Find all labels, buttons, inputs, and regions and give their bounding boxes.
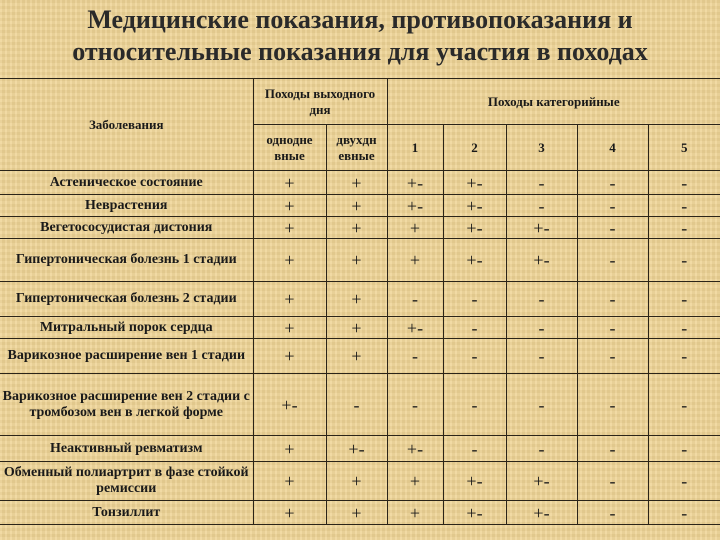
table-row — [0, 374, 720, 436]
header-cat-1: 1 — [387, 125, 443, 171]
indication-cell: +- — [387, 436, 443, 462]
table-row — [0, 282, 720, 317]
indication-cell: +- — [387, 317, 443, 339]
indication-cell: + — [253, 195, 326, 217]
indication-cell: +- — [506, 462, 577, 501]
indication-cell: - — [443, 339, 506, 374]
table-row — [0, 239, 720, 282]
indication-cell: +- — [443, 462, 506, 501]
indication-cell: +- — [387, 195, 443, 217]
title-line-1: Медицинские показания, противопоказания и — [87, 5, 633, 34]
indication-cell: +- — [506, 501, 577, 525]
disease-name: Тонзиллит — [0, 501, 253, 525]
indication-cell: - — [326, 374, 387, 436]
indication-cell: - — [577, 239, 648, 282]
indication-cell: - — [506, 195, 577, 217]
indication-cell: + — [326, 339, 387, 374]
indication-cell: - — [506, 317, 577, 339]
indication-cell: +- — [443, 239, 506, 282]
header-cat-5: 5 — [648, 125, 720, 171]
indication-cell: + — [326, 501, 387, 525]
indication-cell: - — [648, 239, 720, 282]
indication-cell: - — [577, 436, 648, 462]
disease-name: Гипертоническая болезнь 1 стадии — [0, 239, 253, 282]
header-weekend-hikes: Походы выходного дня — [253, 79, 387, 125]
indication-cell: - — [443, 436, 506, 462]
table-row — [0, 501, 720, 525]
indication-cell: + — [326, 239, 387, 282]
disease-name: Обменный полиартрит в фазе стойкой ремиссии — [0, 462, 253, 501]
indication-cell: +- — [443, 171, 506, 195]
disease-name: Варикозное расширение вен 2 стадии с тромбозом вен в легкой форме — [0, 374, 253, 436]
indication-cell: - — [648, 436, 720, 462]
indication-cell: + — [253, 239, 326, 282]
indication-cell: + — [253, 339, 326, 374]
table-row — [0, 171, 720, 195]
indication-cell: +- — [387, 171, 443, 195]
indication-cell: - — [577, 195, 648, 217]
indication-cell: - — [387, 339, 443, 374]
header-cat-4: 4 — [577, 125, 648, 171]
indication-cell: - — [387, 374, 443, 436]
indication-cell: + — [387, 462, 443, 501]
indication-cell: +- — [443, 501, 506, 525]
indication-cell: - — [387, 282, 443, 317]
indication-cell: + — [253, 436, 326, 462]
indication-cell: - — [506, 282, 577, 317]
header-two-day: двухдн евные — [326, 125, 387, 171]
indication-cell: + — [326, 462, 387, 501]
indication-cell: +- — [443, 195, 506, 217]
indication-cell: - — [577, 374, 648, 436]
indication-cell: - — [577, 339, 648, 374]
indication-cell: - — [506, 374, 577, 436]
indication-cell: - — [648, 195, 720, 217]
table-row — [0, 195, 720, 217]
indication-cell: - — [648, 462, 720, 501]
disease-name: Гипертоническая болезнь 2 стадии — [0, 282, 253, 317]
indication-cell: + — [253, 317, 326, 339]
indication-cell: + — [253, 282, 326, 317]
disease-name: Неврастения — [0, 195, 253, 217]
indication-cell: - — [648, 282, 720, 317]
indication-cell: - — [648, 501, 720, 525]
table-row — [0, 436, 720, 462]
table-row — [0, 217, 720, 239]
indication-cell: - — [648, 171, 720, 195]
indication-cell: - — [506, 339, 577, 374]
header-category-hikes: Походы категорийные — [387, 79, 720, 125]
title-line-2: относительные показания для участия в походах — [72, 37, 648, 66]
indication-cell: +- — [506, 217, 577, 239]
indication-cell: - — [443, 317, 506, 339]
indication-cell: + — [253, 217, 326, 239]
indication-cell: +- — [326, 436, 387, 462]
indication-cell: - — [648, 374, 720, 436]
indication-cell: - — [577, 317, 648, 339]
table-row — [0, 462, 720, 501]
indication-cell: - — [648, 317, 720, 339]
table-row — [0, 317, 720, 339]
header-cat-3: 3 — [506, 125, 577, 171]
indication-cell: - — [577, 217, 648, 239]
indication-cell: + — [387, 501, 443, 525]
disease-name: Митральный порок сердца — [0, 317, 253, 339]
indication-cell: + — [387, 239, 443, 282]
indication-cell: + — [326, 217, 387, 239]
disease-name: Астеническое состояние — [0, 171, 253, 195]
indication-cell: - — [577, 462, 648, 501]
indication-cell: - — [443, 282, 506, 317]
indication-cell: + — [253, 462, 326, 501]
header-disease: Заболевания — [0, 79, 253, 171]
indication-cell: - — [577, 501, 648, 525]
slide-title — [0, 4, 720, 68]
indication-cell: - — [443, 374, 506, 436]
indication-cell: +- — [253, 374, 326, 436]
indication-cell: - — [648, 217, 720, 239]
indication-cell: + — [326, 317, 387, 339]
header-one-day: однодне вные — [253, 125, 326, 171]
indication-cell: + — [387, 217, 443, 239]
indication-cell: + — [253, 171, 326, 195]
disease-name: Варикозное расширение вен 1 стадии — [0, 339, 253, 374]
indication-cell: + — [326, 171, 387, 195]
indication-cell: - — [577, 282, 648, 317]
disease-name: Вегетососудистая дистония — [0, 217, 253, 239]
indication-cell: +- — [443, 217, 506, 239]
indication-cell: +- — [506, 239, 577, 282]
indication-cell: - — [506, 436, 577, 462]
indication-cell: + — [326, 282, 387, 317]
header-cat-2: 2 — [443, 125, 506, 171]
disease-name: Неактивный ревматизм — [0, 436, 253, 462]
indications-table — [0, 78, 720, 525]
indication-cell: + — [326, 195, 387, 217]
indication-cell: - — [506, 171, 577, 195]
indication-cell: - — [577, 171, 648, 195]
indication-cell: - — [648, 339, 720, 374]
indication-cell: + — [253, 501, 326, 525]
table-row — [0, 339, 720, 374]
